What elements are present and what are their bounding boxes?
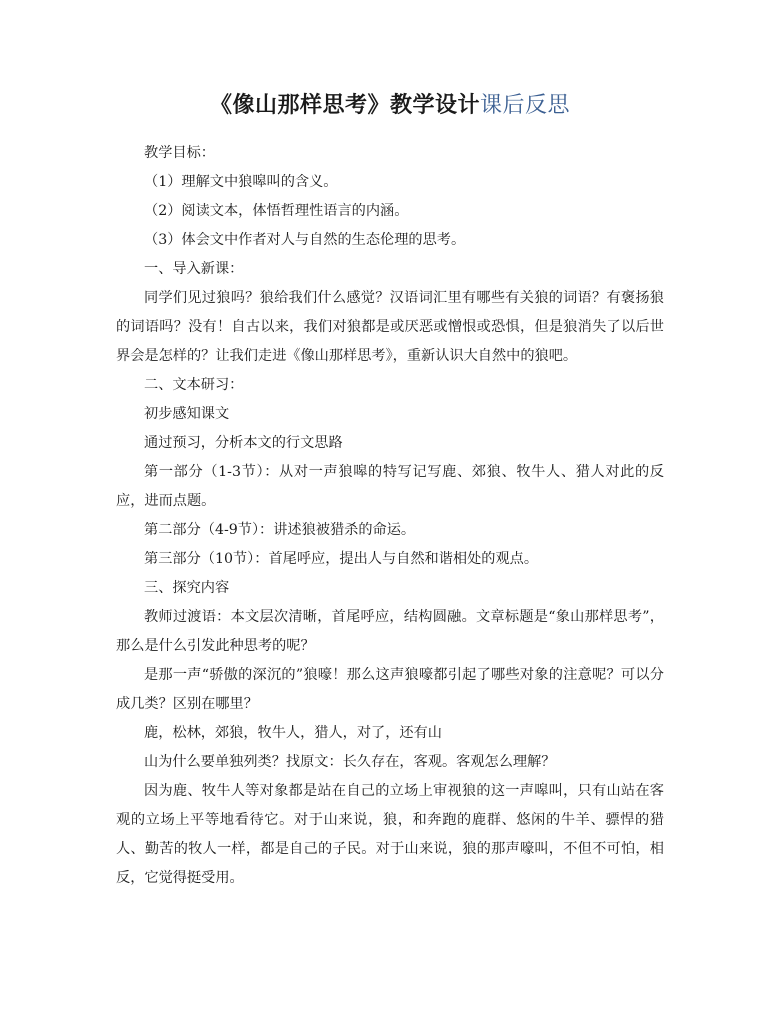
objectives-heading: 教学目标： [144, 145, 215, 161]
structure-part-1: 第一部分（1-3节）：从对一声狼嗥的特写记写鹿、郊狼、牧牛人、猎人对此的反应，进而点题。 [116, 464, 664, 509]
intro-paragraph: 同学们见过狼吗？狼给我们什么感觉？汉语词汇里有哪些有关狼的词语？有褒扬狼的词语吗？没有！自古以来，我们对狼都是或厌恶或憎恨或恐惧，但是狼消失了以后世界会是怎样的？让我们走进《像山那样思考》，重新认识大自然中的狼吧。 [116, 290, 664, 364]
objective-3: （3）体会文中作者对人与自然的生态伦理的思考。 [144, 232, 466, 248]
question-paragraph: 是那一声“骄傲的深沉的”狼嚎！那么这声狼嚎都引起了哪些对象的注意呢？可以分成几类？区别在哪里？ [116, 667, 664, 712]
section-heading-intro: 一、导入新课： [144, 261, 244, 277]
title-accent: 课后反思 [480, 93, 571, 118]
page-title [116, 90, 664, 121]
structure-part-3: 第三部分（10节）：首尾呼应，提出人与自然和谐相处的观点。 [144, 551, 539, 567]
subheading-first-read: 初步感知课文 [144, 406, 230, 422]
structure-part-2: 第二部分（4-9节）：讲述狼被猎杀的命运。 [144, 522, 416, 538]
objective-1: （1）理解文中狼嗥叫的含义。 [144, 174, 338, 190]
structure-intro: 通过预习，分析本文的行文思路 [144, 435, 343, 451]
section-heading-text-study: 二、文本研习： [144, 377, 244, 393]
answer-list: 鹿，松林，郊狼，牧牛人，猎人，对了，还有山 [144, 725, 442, 741]
teacher-transition: 教师过渡语：本文层次清晰，首尾呼应，结构圆融。文章标题是“象山那样思考”，那么是什么引发此种思考的呢？ [116, 609, 664, 654]
mountain-explanation: 因为鹿、牧牛人等对象都是站在自己的立场上审视狼的这一声嗥叫，只有山站在客观的立场上平等地看待它。对于山来说，狼，和奔跑的鹿群、悠闲的牛羊、骠悍的猎人、勤苦的牧人一样，都是自己的子民。对于山来说，狼的那声嚎叫，不但不可怕，相反，它觉得挺受用。 [116, 783, 664, 886]
mountain-question: 山为什么要单独列类？找原文：长久存在，客观。客观怎么理解？ [144, 754, 556, 770]
section-heading-explore: 三、探究内容 [144, 580, 230, 596]
objective-2: （2）阅读文本，体悟哲理性语言的内涵。 [144, 203, 409, 219]
title-main: 《像山那样思考》教学设计 [209, 92, 480, 118]
